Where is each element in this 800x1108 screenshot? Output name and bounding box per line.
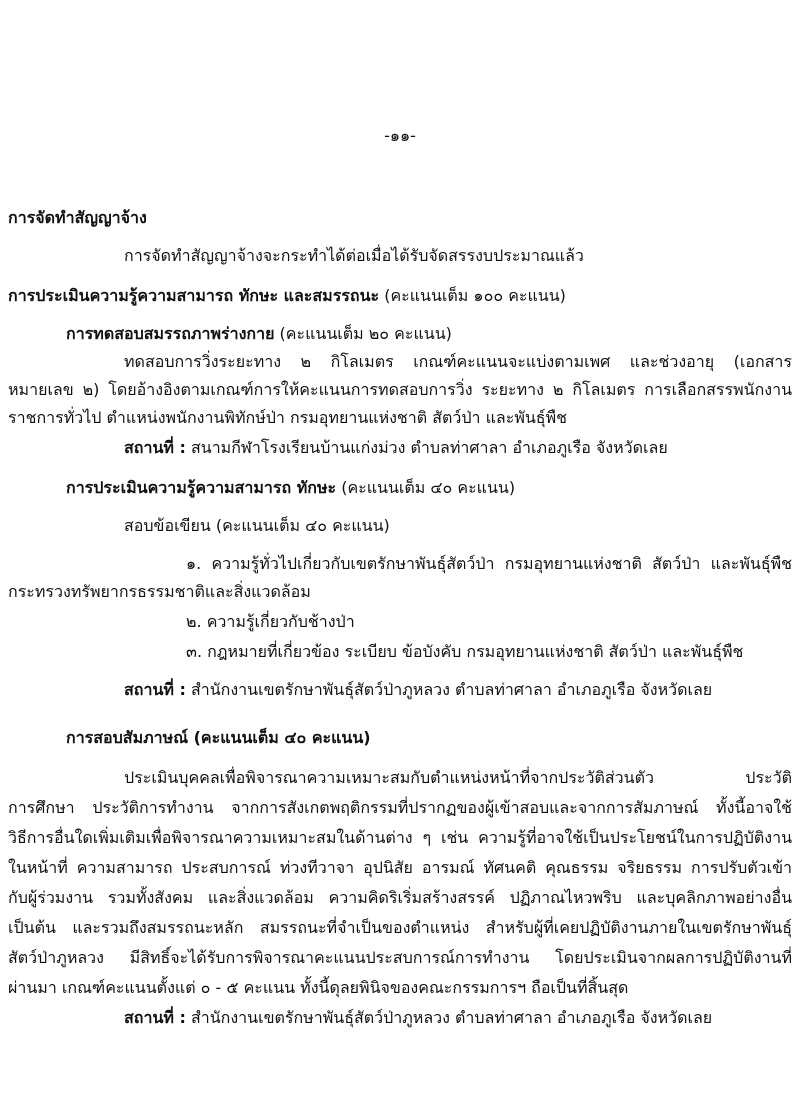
fitness-heading	[66, 322, 452, 346]
fitness-venue	[124, 436, 668, 460]
fitness-heading-rest: (คะแนนเต็ม ๒๐ คะแนน)	[279, 324, 452, 343]
assessment-heading	[8, 284, 566, 308]
page-number: -๑๑-	[384, 126, 416, 145]
interview-venue-label: สถานที่ :	[124, 1008, 186, 1027]
fitness-venue-text: สนามกีฬาโรงเรียนบ้านแก่งม่วง ตำบลท่าศาลา อำเภอภูเรือ จังหวัดเลย	[190, 438, 668, 457]
interview-heading: การสอบสัมภาษณ์ (คะแนนเต็ม ๔๐ คะแนน)	[66, 728, 371, 747]
interview-line-3: วิธีการอื่นใดเพิ่มเติมเพื่อพิจารณาความเหมาะสมในด้านต่าง ๆ เช่น ความรู้ที่อาจใช้เป็นประโยชน์ในการปฏิบัติงาน	[8, 828, 792, 847]
knowledge-item-1: ๑. ความรู้ทั่วไปเกี่ยวกับเขตรักษาพันธุ์สัตว์ป่า กรมอุทยานแห่งชาติ สัตว์ป่า และพันธุ์พืช	[186, 554, 792, 573]
interview-line-4: ในหน้าที่ ความสามารถ ประสบการณ์ ท่วงทีวาจา อุปนิสัย อารมณ์ ทัศนคติ คุณธรรม จริยธรรม การปรับตัวเข้า	[8, 858, 792, 877]
knowledge-heading	[66, 476, 515, 500]
knowledge-venue-text: สำนักงานเขตรักษาพันธุ์สัตว์ป่าภูหลวง ตำบลท่าศาลา อำเภอภูเรือ จังหวัดเลย	[190, 680, 713, 699]
interview-line-2: การศึกษา ประวัติการทำงาน จากการสังเกตพฤติกรรมที่ปรากฏของผู้เข้าสอบและจากการสัมภาษณ์ ทั้งนี้อาจใช้	[8, 798, 792, 817]
contract-heading: การจัดทำสัญญาจ้าง	[8, 208, 147, 227]
knowledge-item-1-cont: กระทรวงทรัพยากรธรรมชาติและสิ่งแวดล้อม	[8, 582, 311, 601]
interview-line-6: เป็นต้น และรวมถึงสมรรถนะหลัก สมรรถนะที่จำเป็นของตำแหน่ง สำหรับผู้ที่เคยปฏิบัติงานภายในเขตรักษาพันธุ์	[8, 918, 792, 937]
knowledge-heading-rest: (คะแนนเต็ม ๔๐ คะแนน)	[341, 478, 516, 497]
interview-line-7: สัตว์ป่าภูหลวง มีสิทธิ์จะได้รับการพิจารณาคะแนนประสบการณ์การทำงาน โดยประเมินจากผลการปฏิบัติงานที่	[8, 948, 792, 967]
knowledge-venue	[124, 678, 712, 702]
assessment-heading-bold: การประเมินความรู้ความสามารถ ทักษะ และสมรรถนะ	[8, 286, 380, 305]
written-exam: สอบข้อเขียน (คะแนนเต็ม ๔๐ คะแนน)	[124, 516, 390, 535]
interview-line-5: กับผู้ร่วมงาน รวมทั้งสังคม และสิ่งแวดล้อม ความคิดริเริ่มสร้างสรรค์ ปฏิภาณไหวพริบ และบุคลิกภาพอย่างอื่น	[8, 888, 792, 907]
interview-venue-text: สำนักงานเขตรักษาพันธุ์สัตว์ป่าภูหลวง ตำบลท่าศาลา อำเภอภูเรือ จังหวัดเลย	[190, 1008, 713, 1027]
knowledge-item-3: ๓. กฎหมายที่เกี่ยวข้อง ระเบียบ ข้อบังคับ กรมอุทยานแห่งชาติ สัตว์ป่า และพันธุ์พืช	[186, 642, 744, 661]
interview-venue	[124, 1006, 712, 1030]
fitness-line-1: ทดสอบการวิ่งระยะทาง ๒ กิโลเมตร เกณฑ์คะแนนจะแบ่งตามเพศ และช่วงอายุ (เอกสาร	[124, 352, 792, 371]
contract-text: การจัดทำสัญญาจ้างจะกระทำได้ต่อเมื่อได้รับจัดสรรงบประมาณแล้ว	[124, 246, 584, 265]
knowledge-item-2: ๒. ความรู้เกี่ยวกับช้างป่า	[186, 612, 355, 631]
fitness-line-2: หมายเลข ๒) โดยอ้างอิงตามเกณฑ์การให้คะแนนการทดสอบการวิ่ง ระยะทาง ๒ กิโลเมตร การเลือกสรรพนักงาน	[8, 380, 792, 399]
assessment-heading-rest: (คะแนนเต็ม ๑๐๐ คะแนน)	[384, 286, 566, 305]
fitness-line-3: ราชการทั่วไป ตำแหน่งพนักงานพิทักษ์ป่า กรมอุทยานแห่งชาติ สัตว์ป่า และพันธุ์พืช	[8, 408, 567, 427]
fitness-venue-label: สถานที่ :	[124, 438, 186, 457]
knowledge-venue-label: สถานที่ :	[124, 680, 186, 699]
interview-line-1: ประเมินบุคคลเพื่อพิจารณาความเหมาะสมกับตำแหน่งหน้าที่จากประวัติส่วนตัว ประวัติ	[124, 768, 792, 787]
knowledge-heading-bold: การประเมินความรู้ความสามารถ ทักษะ	[66, 478, 337, 497]
interview-line-8: ผ่านมา เกณฑ์คะแนนตั้งแต่ ๐ - ๕ คะแนน ทั้งนี้ดุลยพินิจของคณะกรรมการฯ ถือเป็นที่สิ้นสุด	[8, 978, 629, 997]
fitness-heading-bold: การทดสอบสมรรถภาพร่างกาย	[66, 324, 275, 343]
